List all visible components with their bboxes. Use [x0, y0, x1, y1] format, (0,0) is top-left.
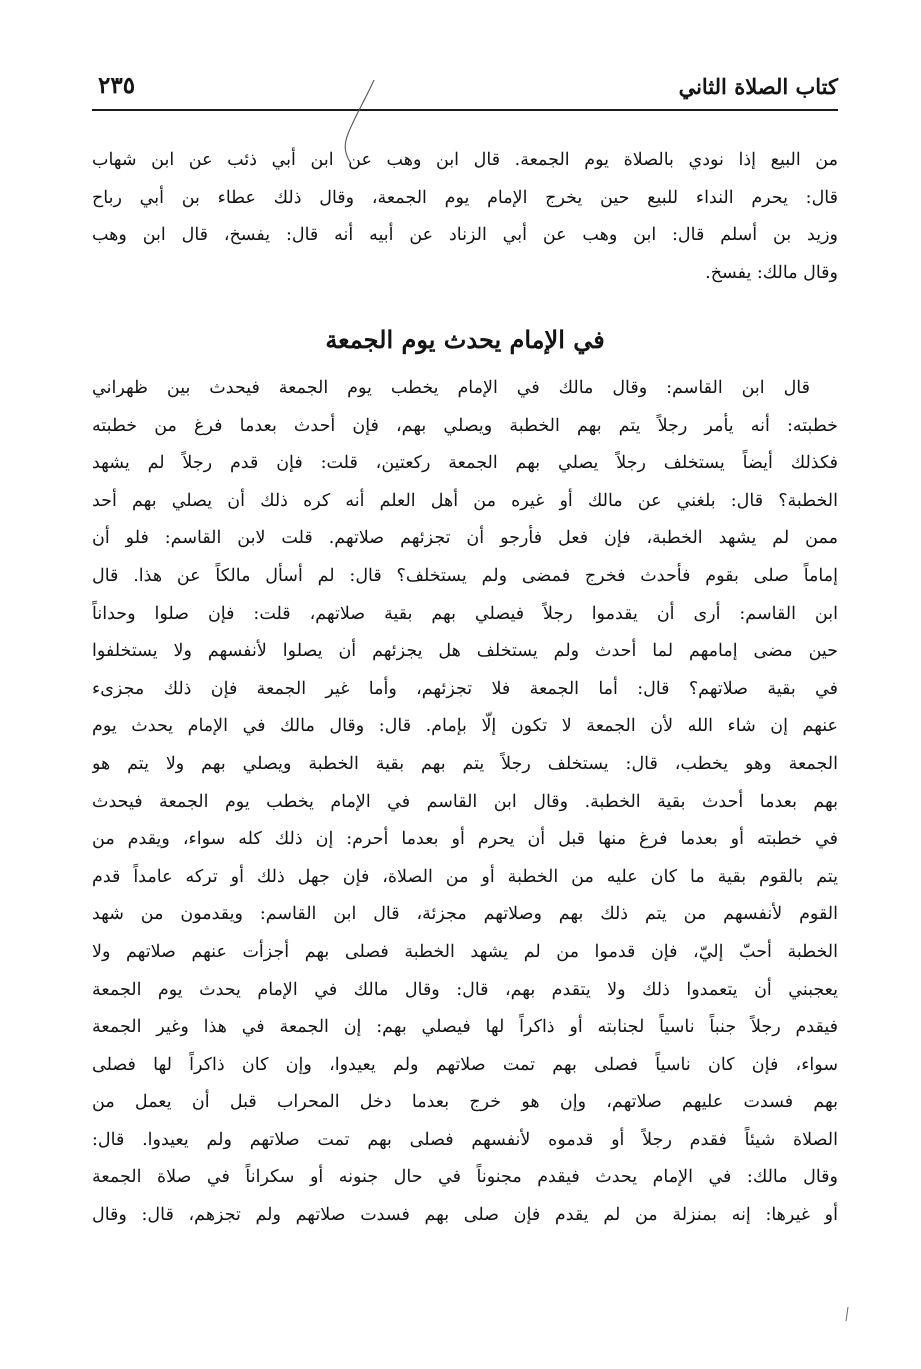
header-rule [92, 109, 838, 111]
text-line: أو غيرها: إنه بمنزلة من لم يقدم فإن صلى بهم فسدت صلاتهم ولم تجزهم، قال: وقال [92, 1205, 838, 1226]
text-line: قال: يحرم النداء للبيع حين يخرج الإمام يوم الجمعة، وقال ذلك عطاء بن أبي رباح [92, 187, 838, 208]
section-heading: في الإمام يحدث يوم الجمعة [325, 325, 605, 354]
text-line: بهم بعدما أحدث بقية الخطبة. وقال ابن القاسم في الإمام يخطب يوم الجمعة فيحدث [92, 791, 838, 812]
text-line: الصلاة شيئاً فقدم رجلاً أو قدموه لأنفسهم فصلى بهم تمت صلاتهم ولم يعيدوا. قال: [92, 1129, 838, 1150]
text-line: إماماً صلى بقوم فأحدث فخرج فمضى ولم يستخلف؟ قال: لم أسأل مالكاً عن هذا. قال [92, 565, 838, 586]
margin-tick-icon [844, 1306, 850, 1322]
text-line: وقال مالك: يفسخ. [705, 262, 838, 283]
running-header [92, 70, 838, 110]
text-line: في خطبته أو بعدما فرغ منها قبل أن يحرم أو بعدما أحرم: إن ذلك كله سواء، ويقدم من [92, 829, 838, 850]
text-line: خطبته: أنه يأمر رجلاً يتم بهم الخطبة ويصلي بهم، فإن أحدث بعدما فرغ من خطبته [92, 415, 838, 436]
text-line: فكذلك أيضاً يستخلف رجلاً يصلي بهم الجمعة ركعتين، قلت: فإن قدم رجلاً لم يشهد [92, 453, 838, 474]
text-line: فيقدم رجلاً جنباً ناسياً لجنابته أو ذاكراً لها فيصلي بهم: إن الجمعة في هذا وغير الجمعة [92, 1017, 838, 1038]
text-line: القوم لأنفسهم من يتم ذلك بهم وصلاتهم مجزئة، قال ابن القاسم: ويقدمون من شهد [92, 904, 838, 925]
opening-paragraph [92, 142, 838, 292]
text-line: يعجبني أن يتعمدوا ذلك ولا يتقدم بهم، قال: وقال مالك في الإمام يحدث يوم الجمعة [92, 979, 838, 1000]
text-line: سواء، فإن كان ناسياً فصلى بهم تمت صلاتهم ولم يعيدوا، وإن كان ذاكراً لها فصلى [92, 1054, 838, 1075]
text-line: عنهم إن شاء الله لأن الجمعة لا تكون إلّا بإمام. قال: وقال مالك في الإمام يحدث يوم [92, 716, 838, 737]
text-line: قال ابن القاسم: وقال مالك في الإمام يخطب يوم الجمعة فيحدث بين ظهراني [92, 378, 810, 398]
text-line: الجمعة وهو يخطب، قال: يستخلف رجلاً يتم بهم بقية الخطبة ويصلي بهم ولا يتم هو [92, 753, 838, 774]
text-line: الخطبة؟ قال: بلغني عن مالك أو غيره من أهل العلم أنه كره ذلك أن يصلي بهم أحد [92, 490, 838, 511]
text-line: وزيد بن أسلم قال: ابن وهب عن أبي الزناد عن أبيه أنه قال: يفسخ، قال ابن وهب [92, 225, 838, 246]
text-line: بهم فسدت عليهم صلاتهم، وإن هو خرج بعدما دخل المحراب قبل أن يعمل من [92, 1092, 838, 1113]
text-line: ممن لم يشهد الخطبة، فإن فعل فأرجو أن تجزئهم صلاتهم. قلت لابن القاسم: فلو أن [92, 528, 838, 549]
text-line: في بقية صلاتهم؟ قال: أما الجمعة فلا تجزئهم، وأما غير الجمعة فإن ذلك مجزىء [92, 678, 838, 699]
text-line: يتم بالقوم بقية ما كان عليه من الخطبة أو من الصلاة، فإن جهل ذلك أو تركه عامداً قدم [92, 866, 838, 887]
section-paragraph [92, 370, 838, 1235]
text-line: ابن القاسم: أرى أن يقدموا رجلاً فيصلي بهم بقية صلاتهم، قلت: فإن صلوا وحداناً [92, 603, 838, 624]
text-line: وقال مالك: في الإمام يحدث فيقدم مجنوناً في حال جنونه أو سكراناً في صلاة الجمعة [92, 1167, 838, 1188]
text-line: الخطبة أحبّ إليّ، فإن قدموا من لم يشهد الخطبة فصلى بهم أجزأت عنهم صلاتهم ولا [92, 941, 838, 962]
running-title: كتاب الصلاة الثاني [678, 74, 838, 99]
text-line: من البيع إذا نودي بالصلاة يوم الجمعة. قال ابن وهب عن ابن أبي ذئب عن ابن شهاب [92, 150, 838, 170]
page-number: ٢٣٥ [98, 72, 136, 99]
text-line: حين مضى إمامهم لما أحدث ولم يستخلف هل يجزئهم أن يصلوا لأنفسهم ولا يستخلفوا [92, 641, 838, 662]
